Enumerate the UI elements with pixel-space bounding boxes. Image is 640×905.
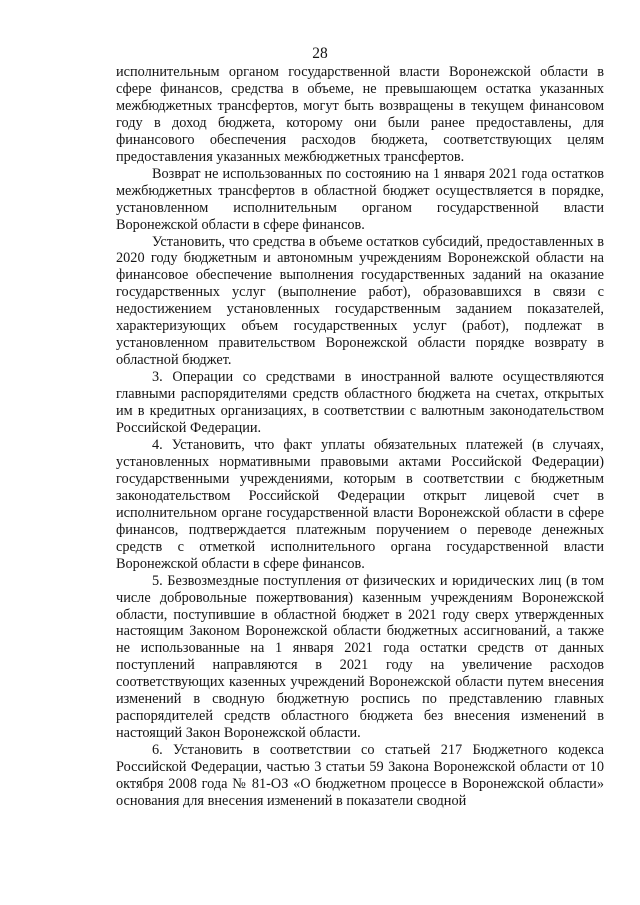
paragraph-continuation: исполнительным органом государственной власти Воронежской области в сфере финансов, средства в объеме, не превышающем остатка указанных межбюджетных трансфертов, могут быть возвращены в текущем финансовом году в доход бюджета, которому они были ранее предоставлены, для финансового обеспечения расходов бюджета, соответствующих целям предоставления указанных межбюджетных трансфертов.	[116, 64, 604, 165]
paragraph-return-of-transfers: Возврат не использованных по состоянию на 1 января 2021 года остатков межбюджетных трансфертов в областной бюджет осуществляется в порядке, установленном исполнительным органом государственной власти Воронежской области в сфере финансов.	[116, 165, 604, 233]
paragraph-subsidy-remainders: Установить, что средства в объеме остатков субсидий, предоставленных в 2020 году бюджетным и автономным учреждениям Воронежской области на финансовое обеспечение выполнения государственных заданий на оказание государственных услуг (выполнение работ), образовавшихся в связи с недостижением установленных государственным заданием показателей, характеризующих объем государственных услуг (работ), подлежат в установленном правительством Воронежской области порядке возврату в областной бюджет.	[116, 233, 604, 369]
page-number: 28	[312, 45, 328, 62]
document-body	[116, 64, 604, 810]
paragraph-item-3: 3. Операции со средствами в иностранной валюте осуществляются главными распорядителями средств областного бюджета на счетах, открытых им в кредитных организациях, в соответствии с валютным законодательством Российской Федерации.	[116, 369, 604, 437]
paragraph-item-4: 4. Установить, что факт уплаты обязательных платежей (в случаях, установленных нормативными правовыми актами Российской Федерации) государственными учреждениями, которым в соответствии с бюджетным законодательством Российской Федерации открыт лицевой счет в исполнительном органе государственной власти Воронежской области в сфере финансов, подтверждается платежным поручением о переводе денежных средств с отметкой исполнительного органа государственной власти Воронежской области в сфере финансов.	[116, 436, 604, 572]
paragraph-item-6: 6. Установить в соответствии со статьей 217 Бюджетного кодекса Российской Федерации, частью 3 статьи 59 Закона Воронежской области от 10 октября 2008 года № 81-ОЗ «О бюджетном процессе в Воронежской области» основания для внесения изменений в показатели сводной	[116, 742, 604, 809]
paragraph-item-5: 5. Безвозмездные поступления от физических и юридических лиц (в том числе добровольные пожертвования) казенным учреждениям Воронежской области, поступившие в областной бюджет в 2021 году сверх утвержденных настоящим Законом Воронежской области бюджетных ассигнований, а также не использованные на 1 января 2021 года остатки средств от данных поступлений направляются в 2021 году на увеличение расходов соответствующих казенных учреждений Воронежской области путем внесения изменений в сводную бюджетную роспись по представлению главных распорядителей средств областного бюджета без внесения изменений в настоящий Закон Воронежской области.	[116, 572, 604, 742]
